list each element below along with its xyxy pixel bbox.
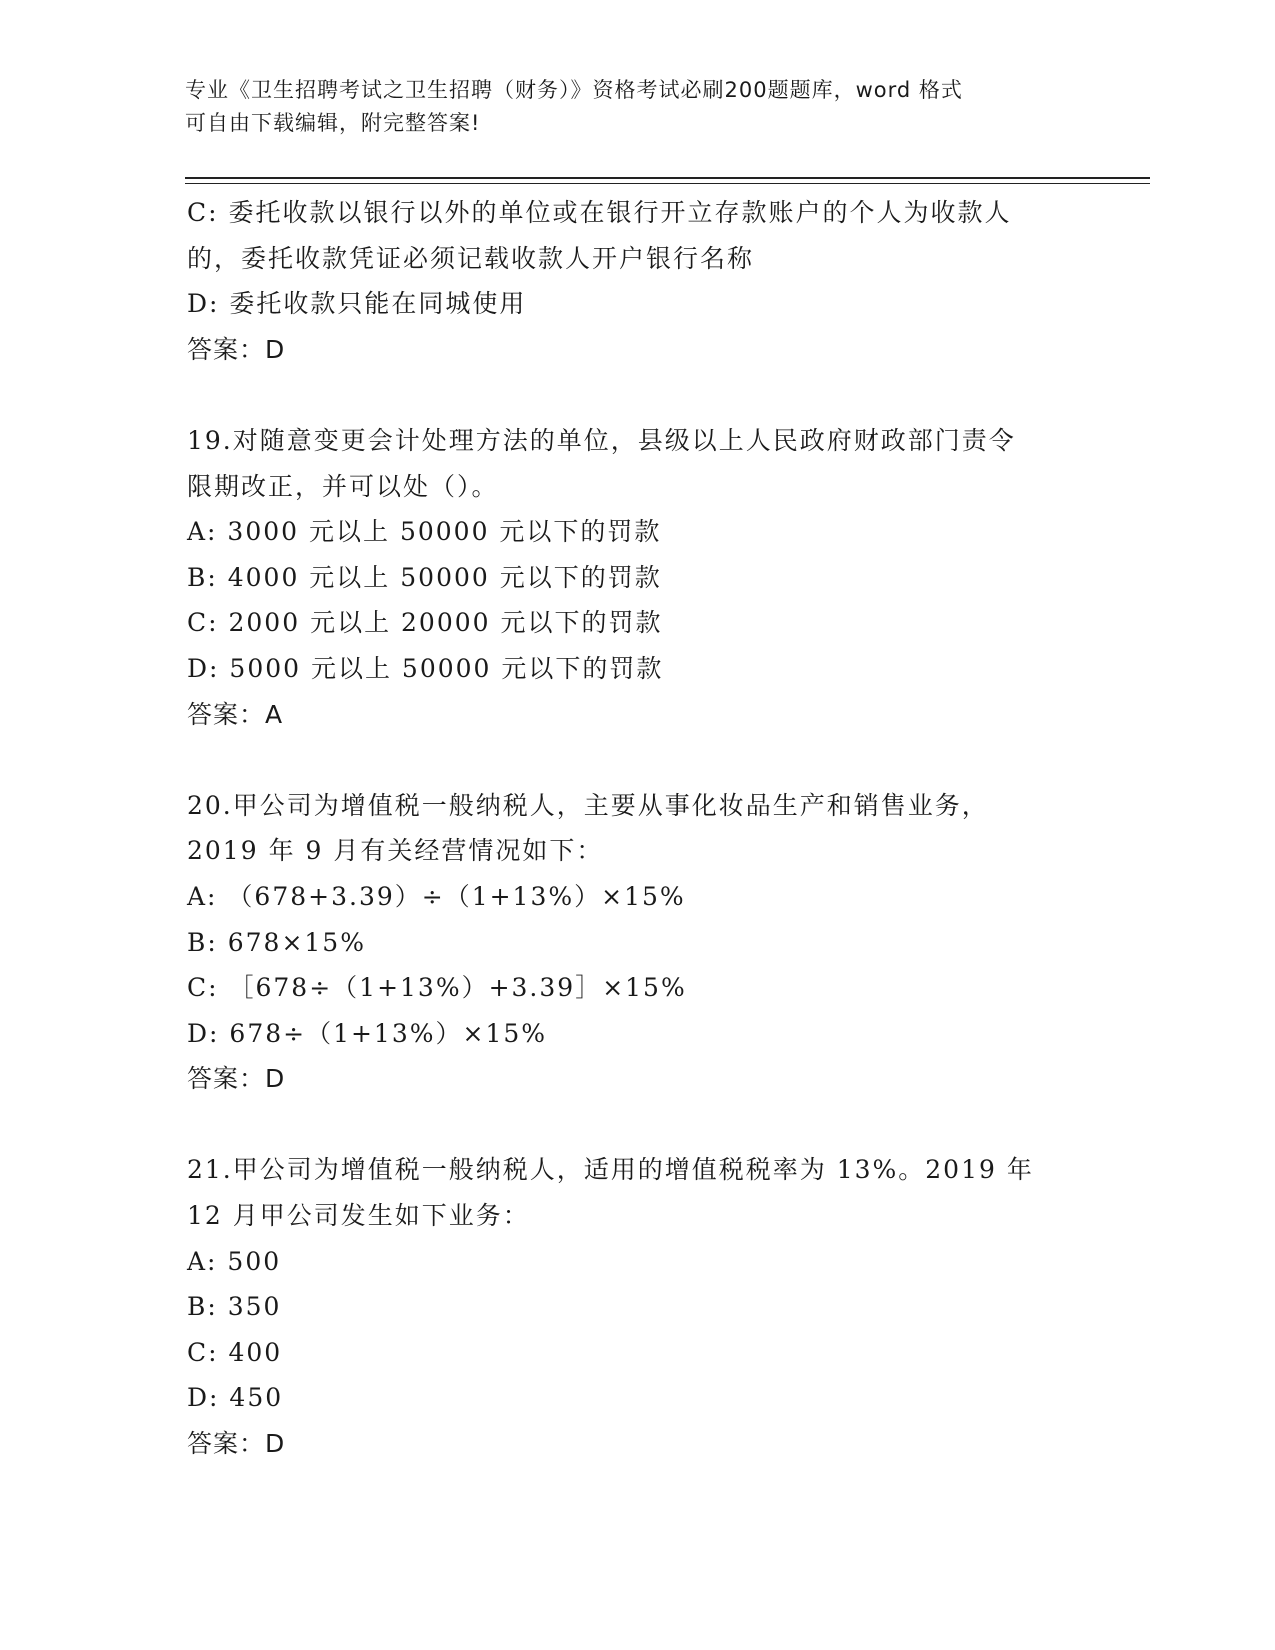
option-c: C: 400 — [187, 1337, 283, 1367]
answer: 答案：D — [187, 1064, 286, 1094]
header-divider-thin — [185, 183, 1150, 184]
question-stem: 2019 年 9 月有关经营情况如下： — [187, 836, 604, 866]
option-c: C: 2000 元以上 20000 元以下的罚款 — [187, 608, 663, 638]
option-d: D: 450 — [187, 1383, 284, 1413]
spacer — [187, 1102, 1107, 1148]
answer: 答案：D — [187, 1429, 286, 1459]
question-stem: 限期改正，并可以处（）。 — [187, 471, 499, 501]
option-d: D: 5000 元以上 50000 元以下的罚款 — [187, 653, 664, 683]
option-c-continued: 的，委托收款凭证必须记载收款人开户银行名称 — [187, 243, 755, 273]
question-21 — [187, 1147, 1107, 1466]
option-a: A: 3000 元以上 50000 元以下的罚款 — [187, 517, 662, 547]
question-19 — [187, 418, 1107, 737]
spacer — [187, 372, 1107, 418]
question-stem: 20.甲公司为增值税一般纳税人，主要从事化妆品生产和销售业务， — [187, 790, 989, 820]
option-b: B: 350 — [187, 1292, 282, 1322]
continued-question — [187, 190, 1107, 372]
header-line-1: 专业《卫生招聘考试之卫生招聘（财务）》资格考试必刷200题题库，word 格式 — [185, 78, 963, 102]
option-c: C: ［678÷（1+13%）+3.39］×15% — [187, 973, 687, 1003]
option-a: A: 500 — [187, 1246, 282, 1276]
answer: 答案：D — [187, 334, 286, 364]
option-d: D: 678÷（1+13%）×15% — [187, 1018, 548, 1048]
question-stem: 21.甲公司为增值税一般纳税人，适用的增值税税率为 13%。2019 年 — [187, 1155, 1034, 1185]
question-stem: 19.对随意变更会计处理方法的单位，县级以上人民政府财政部门责令 — [187, 425, 1016, 455]
question-stem: 12 月甲公司发生如下业务： — [187, 1201, 530, 1231]
answer: 答案：A — [187, 699, 284, 729]
option-c: C: 委托收款以银行以外的单位或在银行开立存款账户的个人为收款人 — [187, 198, 1012, 227]
spacer — [187, 737, 1107, 783]
header-line-2: 可自由下载编辑，附完整答案! — [185, 111, 481, 135]
header-divider-thick — [185, 177, 1150, 179]
option-b: B: 4000 元以上 50000 元以下的罚款 — [187, 562, 662, 592]
option-b: B: 678×15% — [187, 927, 366, 957]
document-header — [185, 74, 1065, 140]
option-d: D: 委托收款只能在同城使用 — [187, 289, 527, 319]
question-20 — [187, 783, 1107, 1102]
question-content — [187, 190, 1107, 1467]
option-a: A: （678+3.39）÷（1+13%）×15% — [187, 881, 686, 911]
